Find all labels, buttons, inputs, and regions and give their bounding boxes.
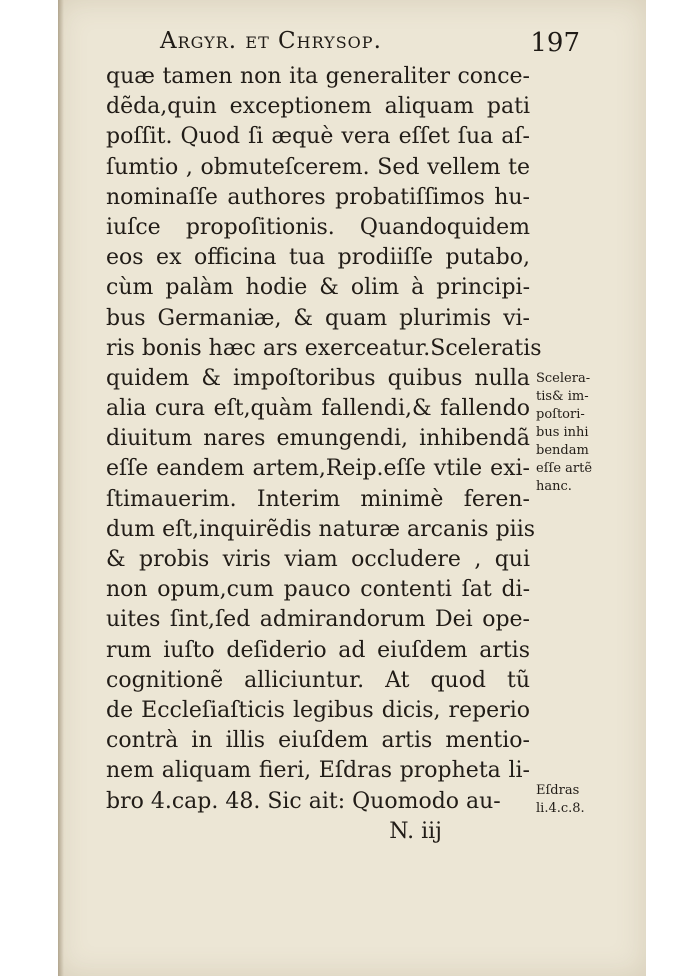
text-line: alia cura eſt,quàm fallendi,& fallendo: [106, 396, 530, 422]
text-line: cognitionẽ alliciuntur. At quod tũ: [106, 667, 530, 693]
text-line: rum iuſto deſiderio ad eiuſdem artis: [106, 637, 530, 663]
text-line: uites ſint,ſed admirandorum Dei ope-: [106, 607, 530, 633]
margin-note-line: poſtori-: [536, 407, 585, 422]
text-line: ſumtio , obmuteſcerem. Sed vellem te: [106, 154, 530, 180]
text-line: diuitum nares emungendi, inhibendã: [106, 426, 530, 452]
margin-note-line: bendam: [536, 443, 589, 458]
text-line: poſſit. Quod ſi æquè vera eſſet ſua aſ-: [106, 124, 530, 150]
text-line: nominaſſe authores probatiſſimos hu-: [106, 184, 530, 210]
text-line: ſtimauerim. Interim minimè feren-: [106, 486, 530, 512]
running-title: Argyr. et Chrysop.: [160, 28, 382, 54]
margin-note-esdras: [536, 782, 608, 818]
text-line: eos ex officina tua prodiiſſe putabo,: [106, 245, 530, 271]
text-line: nem aliquam fieri, Eſdras propheta li-: [106, 758, 530, 784]
page-gutter-shadow: [58, 0, 64, 976]
text-line: dum eſt,inquirẽdis naturæ arcanis piis: [106, 516, 536, 542]
text-line: & probis viris viam occludere , qui: [106, 547, 530, 572]
signature-mark: N. iij: [389, 818, 442, 844]
text-line: quæ tamen non ita generaliter conce-: [106, 64, 530, 89]
text-line: contrà in illis eiuſdem artis mentio-: [106, 728, 530, 754]
text-line: quidem & impoſtoribus quibus nulla: [106, 365, 530, 391]
margin-note-scelerati: [536, 370, 608, 496]
margin-note-line: li.4.c.8.: [536, 801, 585, 816]
margin-note-line: Scelera-: [536, 371, 591, 386]
margin-note-line: bus inhi: [536, 425, 589, 440]
text-line: non opum,cum pauco contenti ſat di-: [106, 577, 530, 603]
text-line: de Eccleſiaſticis legibus dicis, reperio: [106, 697, 530, 723]
text-line: cùm palàm hodie & olim à principi-: [106, 275, 530, 301]
page-header: [160, 28, 580, 64]
text-line: bro 4.cap. 48. Sic ait: Quomodo au-: [106, 788, 501, 814]
margin-note-line: hanc.: [536, 479, 572, 494]
main-text-block: [106, 62, 542, 847]
text-line: bus Germaniæ, & quam plurimis vi-: [106, 305, 530, 331]
page-number: 197: [530, 28, 580, 58]
margin-note-line: tis& im-: [536, 389, 589, 404]
margin-note-line: Eſdras: [536, 783, 580, 798]
text-line: ris bonis hæc ars exerceatur.Sceleratis: [106, 335, 542, 361]
text-line: dẽda,quin exceptionem aliquam pati: [106, 94, 530, 120]
text-line: eſſe eandem artem,Reip.eſſe vtile exi-: [106, 456, 530, 482]
margin-note-line: eſſe artẽ: [536, 461, 593, 476]
text-line: iuſce propoſitionis. Quandoquidem: [106, 214, 530, 240]
